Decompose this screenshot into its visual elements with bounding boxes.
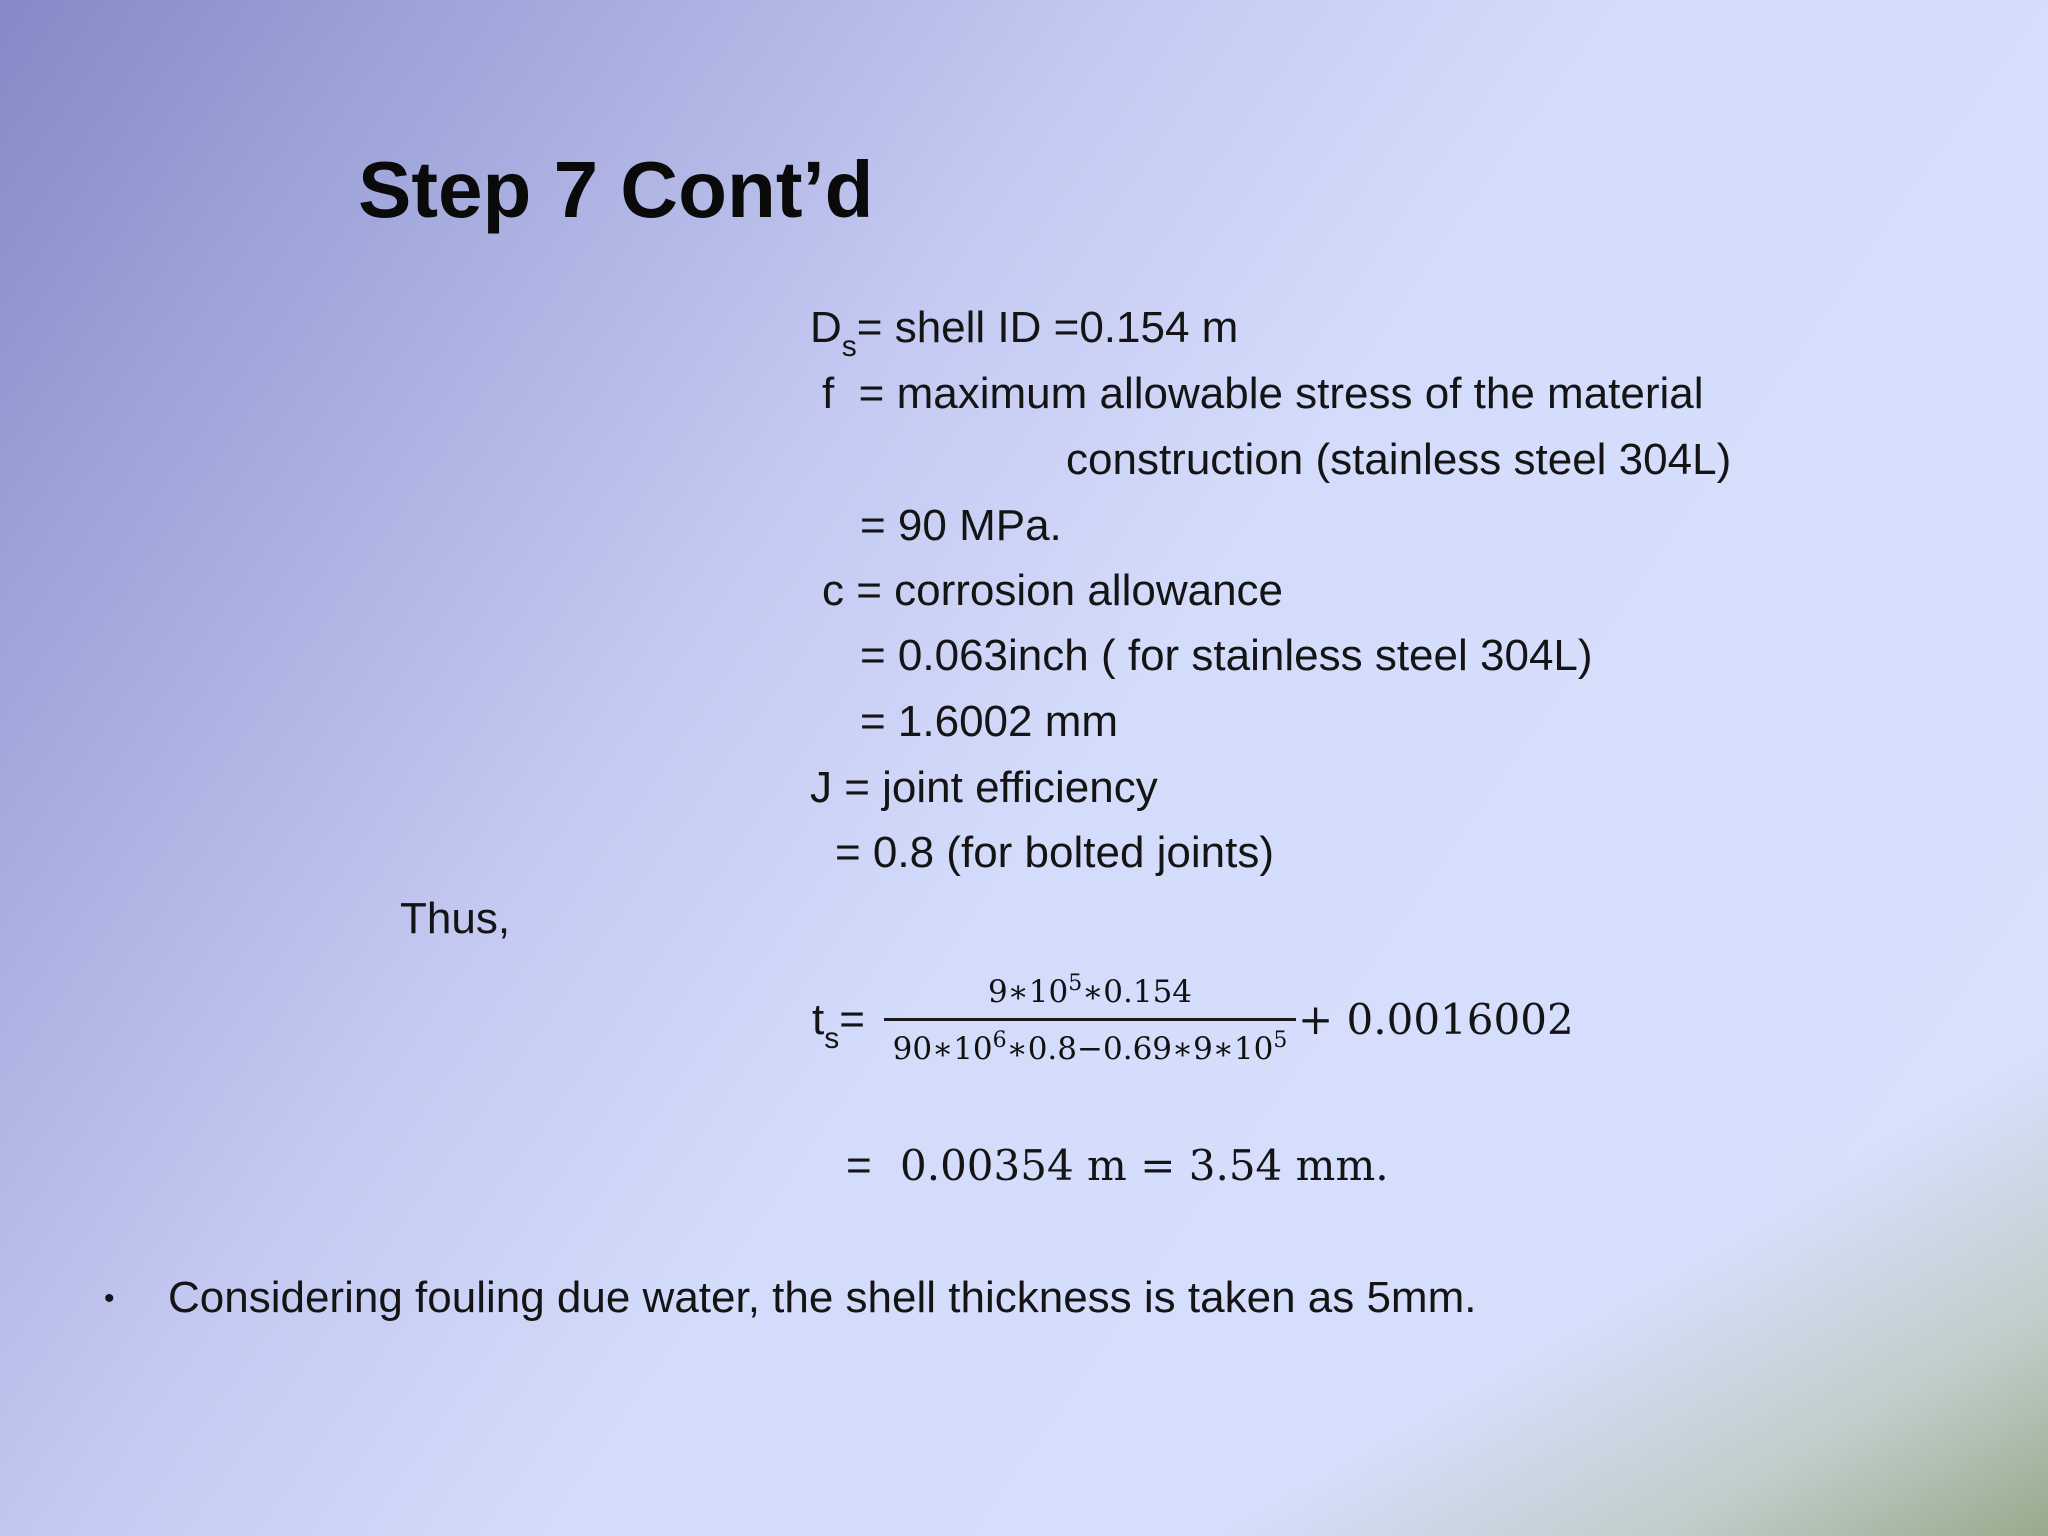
definition-f-continuation: construction (stainless steel 304L) [1066,435,1732,484]
ds-text: = shell ID =0.154 m [856,303,1239,352]
fraction-numerator: $9∗10^5∗0.154$ [987,971,1193,1010]
definition-ds [810,300,1238,361]
formula-plus-term: + 0.0016002 [1298,995,1574,1044]
result-equals: = [846,1141,872,1190]
ts-symbol: t [812,995,825,1044]
ts-equals: = [839,995,865,1044]
result-value: 0.00354 m = 3.54 mm. [900,1141,1389,1190]
definition-f: f = maximum allowable stress of the material [822,369,1704,418]
definition-c-value-mm: = 1.6002 mm [860,697,1119,746]
ds-symbol: D [810,303,842,352]
fraction-denominator: $90∗10^6∗0.8-0.69∗9∗10^5$ [892,1028,1288,1067]
bullet-text: Considering fouling due water, the shell thickness is taken as 5mm. [168,1273,1477,1322]
fraction-bar [884,1018,1296,1021]
definition-c: c = corrosion allowance [822,566,1284,615]
bullet-marker: • [104,1282,115,1315]
ds-subscript: s [841,330,857,363]
definition-c-value-inch: = 0.063inch ( for stainless steel 304L) [860,631,1593,680]
thus-label: Thus, [400,894,511,943]
formula-lhs [812,992,865,1053]
formula-fraction [884,970,1296,1071]
bullet-item [104,1270,1476,1327]
definition-f-value: = 90 MPa. [860,501,1062,550]
definition-j: J = joint efficiency [810,763,1158,812]
slide-title: Step 7 Cont’d [358,145,874,234]
definition-j-value: = 0.8 (for bolted joints) [835,828,1275,877]
ts-subscript: s [824,1022,840,1055]
